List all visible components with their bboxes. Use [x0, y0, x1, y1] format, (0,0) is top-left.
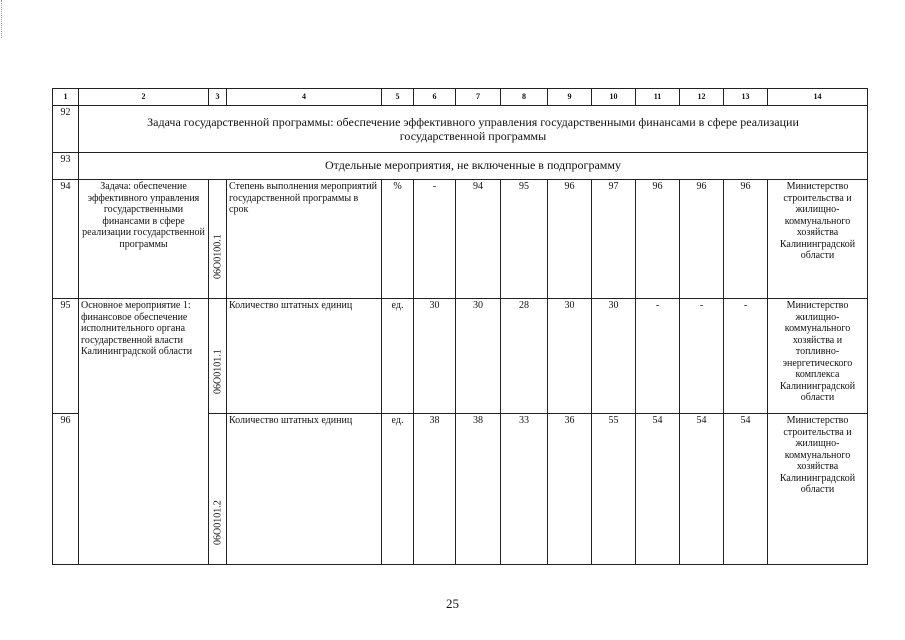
value-cell: 54	[680, 414, 724, 565]
code-cell	[209, 180, 227, 299]
goal-cell: Задача: обеспечение эффективного управления государственными финансами в сфере реализации государственной программы	[79, 180, 209, 299]
table-row-92	[53, 106, 868, 153]
row-number: 96	[53, 414, 79, 565]
unit-cell: ед.	[382, 414, 414, 565]
program-task-title: Задача государственной программы: обеспечение эффективного управления государственными финансами в сфере реализации государственной программы	[79, 106, 868, 153]
header-cell: 7	[456, 89, 501, 106]
page-number: 25	[446, 596, 459, 611]
header-cell: 5	[382, 89, 414, 106]
header-cell: 1	[53, 89, 79, 106]
indicator-code: 06О0100.1	[211, 233, 223, 279]
header-cell: 2	[79, 89, 209, 106]
value-cell: 54	[636, 414, 680, 565]
value-cell: 30	[548, 299, 592, 414]
value-cell: 94	[456, 180, 501, 299]
code-cell	[209, 414, 227, 565]
responsible-cell: Министерство строительства и жилищно-коммунального хозяйства Калининградской области	[768, 180, 868, 299]
row-number: 94	[53, 180, 79, 299]
responsible-cell: Министерство строительства и жилищно-коммунального хозяйства Калининградской области	[768, 414, 868, 565]
value-cell: -	[724, 299, 768, 414]
indicator-name: Степень выполнения мероприятий государственной программы в срок	[227, 180, 382, 299]
indicator-code: 06О0101.2	[211, 499, 223, 545]
value-cell: 55	[592, 414, 636, 565]
value-cell: 30	[456, 299, 501, 414]
table-row-94	[53, 180, 868, 299]
row-number: 92	[53, 106, 79, 153]
header-cell: 11	[636, 89, 680, 106]
indicators-table	[52, 88, 868, 565]
row-number: 95	[53, 299, 79, 414]
value-cell: 96	[724, 180, 768, 299]
header-cell: 4	[227, 89, 382, 106]
header-row	[53, 89, 868, 106]
table-row-95	[53, 299, 868, 414]
unit-cell: ед.	[382, 299, 414, 414]
header-cell: 14	[768, 89, 868, 106]
header-cell: 12	[680, 89, 724, 106]
value-cell: 38	[456, 414, 501, 565]
value-cell: -	[636, 299, 680, 414]
value-cell: 36	[548, 414, 592, 565]
code-cell	[209, 299, 227, 414]
indicator-code: 06О0101.1	[211, 348, 223, 394]
header-cell: 13	[724, 89, 768, 106]
value-cell: 30	[592, 299, 636, 414]
value-cell: 96	[680, 180, 724, 299]
value-cell: 30	[414, 299, 456, 414]
row-number: 93	[53, 153, 79, 180]
header-cell: 9	[548, 89, 592, 106]
goal-cell: Основное мероприятие 1: финансовое обеспечение исполнительного органа государственной власти Калининградской области	[79, 299, 209, 565]
value-cell: 54	[724, 414, 768, 565]
document-sheet	[52, 88, 867, 565]
value-cell: 97	[592, 180, 636, 299]
responsible-cell: Министерство жилищно-коммунального хозяйства и топливно-энергетического комплекса Калининградской области	[768, 299, 868, 414]
value-cell: 95	[501, 180, 548, 299]
value-cell: 33	[501, 414, 548, 565]
header-cell: 10	[592, 89, 636, 106]
value-cell: 38	[414, 414, 456, 565]
indicator-name: Количество штатных единиц	[227, 299, 382, 414]
value-cell: 28	[501, 299, 548, 414]
value-cell: -	[414, 180, 456, 299]
value-cell: -	[680, 299, 724, 414]
table-row-93	[53, 153, 868, 180]
header-cell: 6	[414, 89, 456, 106]
value-cell: 96	[548, 180, 592, 299]
section-title: Отдельные мероприятия, не включенные в подпрограмму	[79, 153, 868, 180]
header-cell: 8	[501, 89, 548, 106]
header-cell: 3	[209, 89, 227, 106]
value-cell: 96	[636, 180, 680, 299]
unit-cell: %	[382, 180, 414, 299]
scan-margin-mark	[1, 0, 8, 38]
indicator-name: Количество штатных единиц	[227, 414, 382, 565]
